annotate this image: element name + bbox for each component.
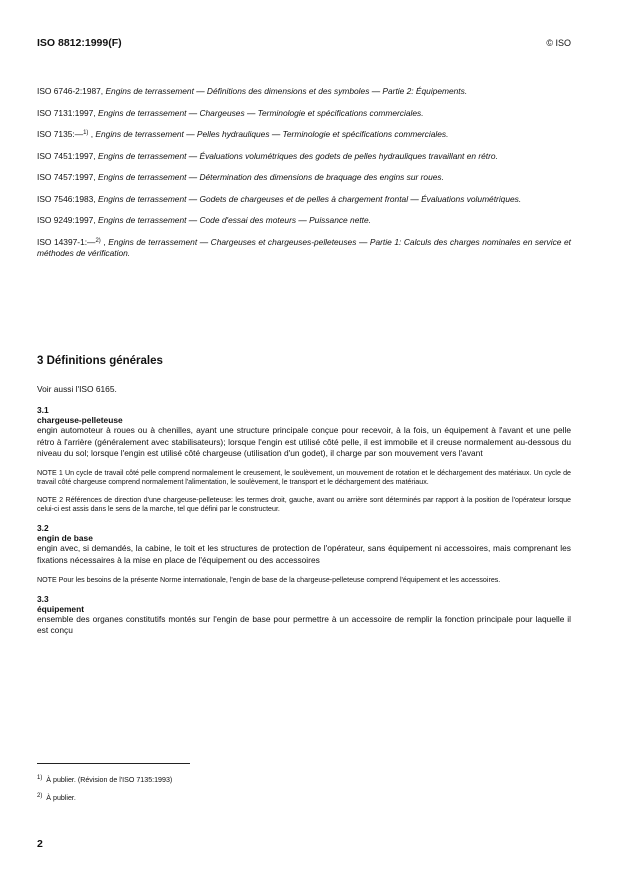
- reference-item: ISO 7546:1983, Engins de terrassement — Godets de chargeuses et de pelles à chargement frontal — Évaluations volumétriques.: [37, 193, 522, 204]
- definition-term: chargeuse-pelleteuse: [37, 415, 123, 425]
- reference-item: ISO 7135:—$^{1)}$ , Engins de terrassement — Pelles hydrauliques — Terminologie et spécifications commerciales.: [37, 129, 449, 139]
- reference-item: ISO 7451:1997, Engins de terrassement — Évaluations volumétriques des godets de pelles hydrauliques travaillant en rétro.: [37, 150, 498, 161]
- definition-text: engin automoteur à roues ou à chenilles, ayant une structure principale conçue pour recevoir, à la fois, un équipement à l'avant et une pelle rétro à l'arrière (généralement avec stabilisateurs); lorsque l'engin est utilisé côté pelle, il est immobile et il creuse normalement au-dessous du niveau du sol; lorsque l'engin est utilisé côté chargeuse (utilisation d'un godet), il charge par son mouvement vers l'avant: [37, 425, 571, 459]
- definition-text: ensemble des organes constitutifs montés sur l'engin de base pour permettre à un accessoire de remplir la fonction principale pour laquelle il est conçu: [37, 613, 571, 636]
- section-heading: 3 Définitions générales: [37, 355, 163, 367]
- section-intro: Voir aussi l'ISO 6165.: [37, 384, 117, 394]
- definition-term: engin de base: [37, 533, 93, 544]
- reference-item: ISO 6746-2:1987, Engins de terrassement — Définitions des dimensions et des symboles — Partie 2: Équipements.: [37, 86, 468, 96]
- note: NOTE 1 Un cycle de travail côté pelle comprend normalement le creusement, le soulèvement, un mouvement de rotation et le déchargement des matériaux. Un cycle de travail côté chargeuse comprend normalement l'alimentation, le soulèvement, le transport et le déchargement des matériaux.: [37, 469, 571, 487]
- page-number: 2: [37, 838, 43, 850]
- footnote-separator: [37, 763, 190, 764]
- copyright-notice: © ISO: [546, 38, 571, 48]
- reference-item: ISO 7457:1997, Engins de terrassement — Détermination des dimensions de braquage des engins sur roues.: [37, 172, 444, 182]
- footnotes: [37, 776, 172, 812]
- definition-text: engin avec, si demandés, la cabine, le toit et les structures de protection de l'opérateur, sans équipement ni accessoires, mais comprenant les fixations nécessaires à la mise en place de l'équipement ou des accessoires: [37, 543, 571, 565]
- footnote-ref: 1): [83, 130, 89, 136]
- reference-item: ISO 7131:1997, Engins de terrassement — Chargeuses — Terminologie et spécifications commerciales.: [37, 107, 424, 118]
- document-id: ISO 8812:1999(F): [37, 37, 122, 49]
- definition-number: 3.3: [37, 593, 49, 604]
- definition-number: 3.2: [37, 523, 49, 534]
- note: NOTE Pour les besoins de la présente Norme internationale, l'engin de base de la chargeuse-pelleteuse comprend l'équipement et les accessoires.: [37, 575, 501, 584]
- definition-number: 3.1: [37, 405, 49, 415]
- definitions-body: [37, 384, 571, 646]
- footnote: $^{2)}$ À publier.: [37, 793, 76, 802]
- footnote-mark: 1): [37, 775, 43, 781]
- footnote-ref: 2): [95, 237, 101, 244]
- note: NOTE 2 Références de direction d'une chargeuse-pelleteuse: les termes droit, gauche, avant ou arrière sont déterminés par rapport à la position de l'opérateur lorsque celui-ci est assis dans le sens de la marche, tel que défini par le constructeur.: [37, 496, 571, 514]
- footnote-mark: 2): [37, 793, 43, 799]
- definition-term: équipement: [37, 603, 84, 614]
- reference-item: ISO 9249:1997, Engins de terrassement — Code d'essai des moteurs — Puissance nette.: [37, 215, 371, 225]
- reference-item: ISO 14397-1:—$^{2)}$ , Engins de terrassement — Chargeuses et chargeuses-pelleteuses — Partie 1: Calculs des charges nominales en service et méthodes de vérification.: [37, 236, 571, 258]
- normative-references-list: [37, 86, 571, 269]
- footnote: $^{1)}$ À publier. (Révision de l'ISO 7135:1993): [37, 775, 173, 784]
